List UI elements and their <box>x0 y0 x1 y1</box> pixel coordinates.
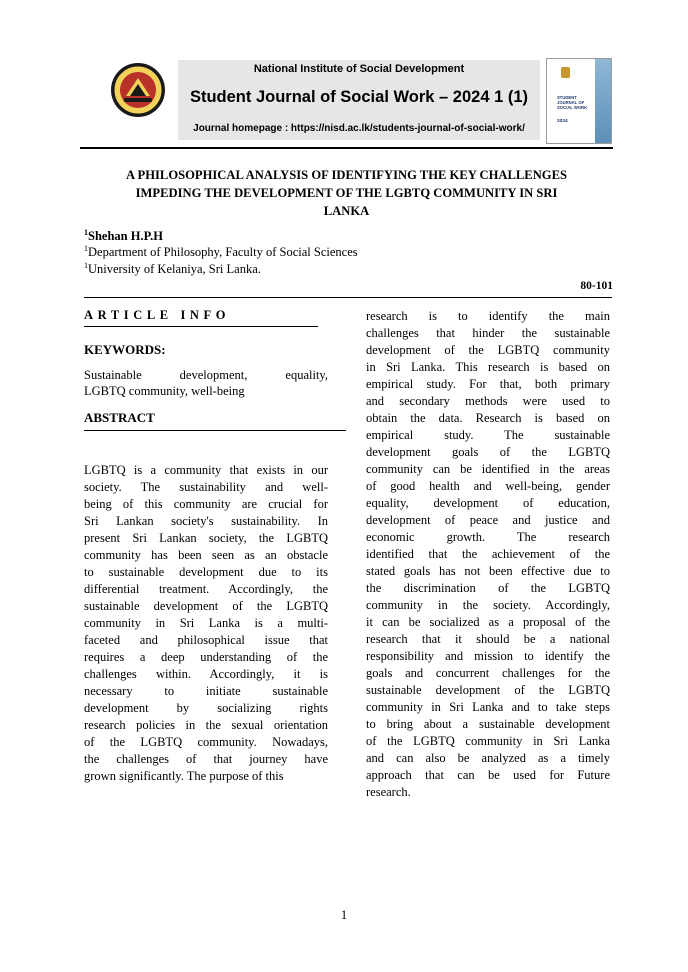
abstract-divider <box>84 430 346 431</box>
abstract-line: to sustainable development due to its <box>84 565 328 579</box>
journal-cover-thumbnail <box>546 58 612 144</box>
author-superscript: 1 <box>84 227 88 237</box>
abstract-line: the discrimination of the LGBTQ <box>366 581 610 595</box>
cover-year: 2024 <box>557 119 568 124</box>
abstract-heading: ABSTRACT <box>84 410 155 425</box>
header-divider <box>80 147 613 149</box>
abstract-line: faceted and philosophical issue that <box>84 633 328 647</box>
abstract-line: development by socializing rights <box>84 701 328 715</box>
cover-stripe <box>595 59 611 143</box>
abstract-line: of the LGBTQ community. Nowadays, <box>84 735 328 749</box>
abstract-line: society. The sustainability and well- <box>84 480 328 494</box>
affiliation-text: Department of Philosophy, Faculty of Social Sciences <box>88 245 358 259</box>
abstract-line: responsibility and mission to identify the <box>366 649 610 663</box>
abstract-line: research is to identify the main <box>366 309 610 323</box>
abstract-line: being of this community are crucial for <box>84 497 328 511</box>
cover-title: STUDENT JOURNAL OF SOCIAL WORK <box>557 95 588 110</box>
keywords-line: LGBTQ community, well-being <box>84 384 245 398</box>
abstract-line: identified that the achievement of the <box>366 547 610 561</box>
abstract-line: in Sri Lanka. This research is based on <box>366 360 610 374</box>
abstract-line: sustainable development of the LGBTQ <box>366 683 610 697</box>
title-line: IMPEDING THE DEVELOPMENT OF THE LGBTQ COMMUNITY IN SRI <box>135 186 558 200</box>
journal-homepage-link[interactable]: Journal homepage : https://nisd.ac.lk/students-journal-of-social-work/ <box>193 123 525 134</box>
abstract-line: research. <box>366 785 411 799</box>
abstract-line: challenges within. Accordingly, it is <box>84 667 328 681</box>
abstract-line: development goals of the LGBTQ <box>366 445 610 459</box>
abstract-line: community in Sri Lanka and to take steps <box>366 700 610 714</box>
abstract-line: to bring about a sustainable development <box>366 717 610 731</box>
affiliation-text: University of Kelaniya, Sri Lanka. <box>88 262 261 276</box>
author-text: Shehan H.P.H <box>88 229 163 243</box>
affiliation-superscript: 1 <box>84 260 88 270</box>
abstract-line: challenges that hinder the sustainable <box>366 326 610 340</box>
abstract-line: community has been seen as an obstacle <box>84 548 328 562</box>
abstract-line: research that it should be a national <box>366 632 610 646</box>
abstract-line: the challenges of that journey have <box>84 752 328 766</box>
abstract-line: empirical study. The sustainable <box>366 428 610 442</box>
affiliation-university <box>84 262 261 277</box>
abstract-line: LGBTQ is a community that exists in our <box>84 463 328 477</box>
abstract-line: economic growth. The research <box>366 530 610 544</box>
abstract-column-right <box>366 308 610 801</box>
keywords-line: Sustainable development, equality, <box>84 368 328 382</box>
abstract-line: approach that can be used for Future <box>366 768 610 782</box>
abstract-line: community in the society. Accordingly, <box>366 598 610 612</box>
abstract-column-left <box>84 462 328 785</box>
page-range: 80-101 <box>580 280 613 292</box>
abstract-line: and can also be analyzed as a timely <box>366 751 610 765</box>
cover-emblem-icon <box>561 67 570 78</box>
abstract-line: empirical study. For that, both primary <box>366 377 610 391</box>
abstract-line: differential treatment. Accordingly, the <box>84 582 328 596</box>
title-divider <box>84 297 612 298</box>
article-info-divider <box>84 326 318 327</box>
abstract-line: equality, development of education, <box>366 496 610 510</box>
affiliation-superscript: 1 <box>84 243 88 253</box>
author-name <box>84 229 163 244</box>
abstract-line: it can be socialized as a proposal of the <box>366 615 610 629</box>
abstract-line: present Sri Lankan society, the LGBTQ <box>84 531 328 545</box>
abstract-line: Sri Lankan society's sustainability. In <box>84 514 328 528</box>
institute-name: National Institute of Social Development <box>253 63 465 75</box>
abstract-line: stated goals has not been effective due to <box>366 564 610 578</box>
abstract-line: grown significantly. The purpose of this <box>84 769 284 783</box>
affiliation-department <box>84 245 358 260</box>
journal-title: Student Journal of Social Work – 2024 1 (1) <box>189 88 529 106</box>
abstract-line: of good health and well-being, gender <box>366 479 610 493</box>
abstract-line: development of the LGBTQ community <box>366 343 610 357</box>
article-info-heading: ARTICLE INFO <box>84 308 231 322</box>
abstract-line: sustainable development of the LGBTQ <box>84 599 328 613</box>
abstract-line: community can be identified in the areas <box>366 462 610 476</box>
abstract-line: development of peace and justice and <box>366 513 610 527</box>
abstract-line: necessary to initiate sustainable <box>84 684 328 698</box>
abstract-line: and secondary methods were used to <box>366 394 610 408</box>
keywords-heading: KEYWORDS: <box>84 342 166 357</box>
title-line: A PHILOSOPHICAL ANALYSIS OF IDENTIFYING THE KEY CHALLENGES <box>125 168 567 182</box>
abstract-line: goals and concurrent challenges for the <box>366 666 610 680</box>
nisd-emblem-icon <box>110 62 166 118</box>
title-line: LANKA <box>323 204 370 218</box>
keywords-list <box>84 367 328 399</box>
page-number: 1 <box>340 908 348 922</box>
abstract-line: requires a deep understanding of the <box>84 650 328 664</box>
abstract-line: obtain the data. Research is based on <box>366 411 610 425</box>
journal-banner <box>178 60 540 140</box>
abstract-line: community in Sri Lanka is a multi- <box>84 616 328 630</box>
abstract-line: research policies in the sexual orientation <box>84 718 328 732</box>
abstract-line: of the LGBTQ community in Sri Lanka <box>366 734 610 748</box>
article-title <box>80 166 613 220</box>
